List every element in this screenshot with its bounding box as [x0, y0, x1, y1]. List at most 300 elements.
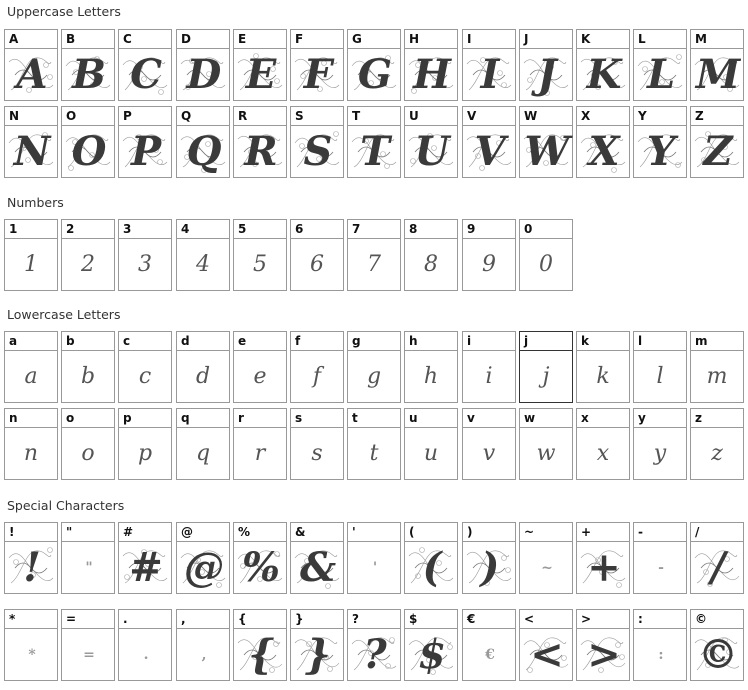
- glyph-cell[interactable]: [633, 408, 687, 480]
- glyph-key-label: R: [234, 107, 286, 126]
- glyph-cell[interactable]: [61, 331, 115, 403]
- glyph-cell[interactable]: [462, 106, 516, 178]
- glyph-preview: [348, 50, 400, 100]
- glyph-preview-char: x: [596, 441, 610, 466]
- glyph-cell[interactable]: [61, 609, 115, 681]
- glyph-cell[interactable]: [290, 522, 344, 594]
- glyph-preview: [119, 240, 171, 290]
- glyph-preview-char: g: [366, 364, 382, 389]
- glyph-cell[interactable]: [519, 609, 573, 681]
- glyph-preview: [634, 127, 686, 177]
- glyph-key-label: 7: [348, 220, 400, 239]
- glyph-key-label: ~: [520, 523, 572, 542]
- glyph-key-label: p: [119, 409, 171, 428]
- glyph-preview: [348, 352, 400, 402]
- glyph-cell[interactable]: [233, 29, 287, 101]
- glyph-preview-char: .: [143, 647, 147, 663]
- glyph-cell[interactable]: [576, 106, 630, 178]
- glyph-preview-char: (: [422, 544, 440, 591]
- glyph-preview: [291, 352, 343, 402]
- glyph-cell[interactable]: [633, 522, 687, 594]
- glyph-cell[interactable]: [4, 219, 58, 291]
- glyph-preview: [691, 127, 743, 177]
- glyph-key-label: +: [577, 523, 629, 542]
- glyph-key-label: u: [405, 409, 457, 428]
- glyph-key-label: 8: [405, 220, 457, 239]
- glyph-key-label: q: [177, 409, 229, 428]
- glyph-cell[interactable]: [462, 29, 516, 101]
- glyph-cell[interactable]: [633, 106, 687, 178]
- glyph-preview-char: &: [299, 544, 335, 591]
- glyph-preview-char: S: [303, 128, 331, 175]
- glyph-preview-char: V: [474, 128, 504, 175]
- glyph-key-label: j: [520, 332, 572, 351]
- glyph-cell[interactable]: [176, 29, 230, 101]
- glyph-preview-char: C: [130, 51, 160, 98]
- glyph-preview: [463, 429, 515, 479]
- glyph-cell[interactable]: [404, 609, 458, 681]
- glyph-preview: [405, 240, 457, 290]
- glyph-preview: [520, 630, 572, 680]
- glyph-cell[interactable]: [633, 331, 687, 403]
- glyph-preview: [405, 50, 457, 100]
- glyph-preview-char: a: [24, 364, 38, 389]
- glyph-key-label: .: [119, 610, 171, 629]
- glyph-preview-char: O: [71, 128, 105, 175]
- glyph-preview: [520, 543, 572, 593]
- glyph-preview: [177, 50, 229, 100]
- glyph-preview: [405, 352, 457, 402]
- glyph-cell[interactable]: [576, 331, 630, 403]
- glyph-cell[interactable]: [233, 522, 287, 594]
- glyph-preview-char: R: [244, 128, 276, 175]
- glyph-cell[interactable]: [118, 331, 172, 403]
- glyph-key-label: G: [348, 30, 400, 49]
- glyph-key-label: K: [577, 30, 629, 49]
- glyph-cell[interactable]: [519, 522, 573, 594]
- glyph-key-label: ): [463, 523, 515, 542]
- glyph-cell[interactable]: [118, 408, 172, 480]
- glyph-preview: [234, 352, 286, 402]
- glyph-preview-char: f: [312, 364, 322, 389]
- glyph-cell[interactable]: [118, 609, 172, 681]
- glyph-preview: [348, 543, 400, 593]
- glyph-key-label: <: [520, 610, 572, 629]
- glyph-preview-char: 9: [482, 252, 496, 277]
- glyph-preview: [691, 630, 743, 680]
- glyph-key-label: s: [291, 409, 343, 428]
- glyph-preview-char: t: [369, 441, 379, 466]
- glyph-cell[interactable]: [690, 522, 744, 594]
- section-title-special: Special Characters: [7, 498, 125, 513]
- glyph-cell[interactable]: [233, 219, 287, 291]
- glyph-preview: [405, 127, 457, 177]
- glyph-key-label: P: [119, 107, 171, 126]
- glyph-cell[interactable]: [290, 106, 344, 178]
- glyph-preview-char: 0: [539, 252, 553, 277]
- glyph-preview-char: s: [311, 441, 323, 466]
- glyph-preview-char: 3: [138, 252, 152, 277]
- glyph-preview: [291, 127, 343, 177]
- glyph-preview: [234, 127, 286, 177]
- glyph-preview-char: ~: [541, 560, 551, 576]
- glyph-key-label: k: [577, 332, 629, 351]
- glyph-preview-char: m: [706, 364, 728, 389]
- glyph-preview-char: -: [658, 560, 662, 576]
- glyph-preview: [577, 630, 629, 680]
- glyph-preview: [177, 352, 229, 402]
- glyph-cell[interactable]: [347, 408, 401, 480]
- glyph-key-label: d: [177, 332, 229, 351]
- glyph-preview-char: U: [414, 128, 448, 175]
- glyph-cell[interactable]: [4, 331, 58, 403]
- glyph-cell[interactable]: [690, 331, 744, 403]
- glyph-preview: [119, 127, 171, 177]
- glyph-key-label: Z: [691, 107, 743, 126]
- glyph-preview: [62, 630, 114, 680]
- glyph-key-label: -: [634, 523, 686, 542]
- glyph-preview: [62, 240, 114, 290]
- glyph-key-label: 9: [463, 220, 515, 239]
- glyph-preview-char: Y: [646, 128, 674, 175]
- glyph-preview-char: {: [248, 631, 272, 678]
- glyph-preview: [634, 429, 686, 479]
- glyph-key-label: H: [405, 30, 457, 49]
- glyph-preview-char: =: [83, 647, 93, 663]
- glyph-preview-char: d: [195, 364, 211, 389]
- glyph-cell[interactable]: [404, 522, 458, 594]
- glyph-preview-char: <: [530, 631, 562, 678]
- glyph-key-label: %: [234, 523, 286, 542]
- glyph-cell[interactable]: [347, 106, 401, 178]
- glyph-preview: [5, 543, 57, 593]
- glyph-key-label: g: [348, 332, 400, 351]
- glyph-preview-char: j: [542, 364, 550, 389]
- glyph-cell[interactable]: [404, 29, 458, 101]
- glyph-key-label: v: [463, 409, 515, 428]
- glyph-preview: [520, 429, 572, 479]
- glyph-cell[interactable]: [462, 609, 516, 681]
- glyph-preview-char: q: [195, 441, 211, 466]
- glyph-preview: [5, 429, 57, 479]
- glyph-cell[interactable]: [118, 522, 172, 594]
- glyph-key-label: Y: [634, 107, 686, 126]
- glyph-key-label: }: [291, 610, 343, 629]
- glyph-cell[interactable]: [176, 331, 230, 403]
- glyph-cell[interactable]: [690, 408, 744, 480]
- glyph-preview: [177, 543, 229, 593]
- glyph-key-label: m: [691, 332, 743, 351]
- glyph-key-label: f: [291, 332, 343, 351]
- glyph-preview: [234, 429, 286, 479]
- glyph-cell[interactable]: [61, 29, 115, 101]
- glyph-cell[interactable]: [4, 106, 58, 178]
- glyph-preview: [577, 127, 629, 177]
- glyph-preview: [177, 429, 229, 479]
- glyph-cell[interactable]: [576, 29, 630, 101]
- glyph-key-label: (: [405, 523, 457, 542]
- glyph-key-label: E: [234, 30, 286, 49]
- glyph-preview-char: W: [524, 128, 568, 175]
- glyph-cell[interactable]: [233, 106, 287, 178]
- glyph-key-label: o: [62, 409, 114, 428]
- glyph-preview: [177, 240, 229, 290]
- glyph-preview-char: #: [129, 544, 161, 591]
- glyph-preview: [463, 127, 515, 177]
- glyph-key-label: l: [634, 332, 686, 351]
- glyph-cell[interactable]: [233, 408, 287, 480]
- glyph-cell[interactable]: [176, 522, 230, 594]
- glyph-key-label: y: [634, 409, 686, 428]
- glyph-cell[interactable]: [61, 522, 115, 594]
- glyph-key-label: ": [62, 523, 114, 542]
- section-title-uppercase: Uppercase Letters: [7, 4, 121, 19]
- glyph-preview-char: e: [253, 364, 267, 389]
- glyph-preview: [577, 543, 629, 593]
- glyph-cell[interactable]: [118, 219, 172, 291]
- glyph-preview: [119, 543, 171, 593]
- glyph-cell[interactable]: [347, 219, 401, 291]
- glyph-preview: [234, 50, 286, 100]
- glyph-key-label: J: [520, 30, 572, 49]
- glyph-preview-char: }: [305, 631, 329, 678]
- glyph-preview-char: ": [85, 560, 91, 576]
- glyph-preview: [62, 429, 114, 479]
- glyph-preview: [577, 352, 629, 402]
- glyph-preview-char: h: [423, 364, 439, 389]
- glyph-preview: [463, 240, 515, 290]
- glyph-key-label: 1: [5, 220, 57, 239]
- glyph-preview: [405, 543, 457, 593]
- glyph-preview: [405, 630, 457, 680]
- glyph-key-label: n: [5, 409, 57, 428]
- glyph-cell[interactable]: [61, 408, 115, 480]
- glyph-preview-char: v: [482, 441, 496, 466]
- glyph-cell[interactable]: [61, 219, 115, 291]
- glyph-preview: [463, 50, 515, 100]
- glyph-preview: [463, 543, 515, 593]
- glyph-preview: [405, 429, 457, 479]
- glyph-cell[interactable]: [347, 29, 401, 101]
- glyph-cell[interactable]: [462, 219, 516, 291]
- glyph-preview: [520, 352, 572, 402]
- glyph-preview-char: ): [480, 544, 498, 591]
- glyph-key-label: Q: [177, 107, 229, 126]
- glyph-preview-char: n: [23, 441, 39, 466]
- glyph-preview-char: k: [596, 364, 610, 389]
- glyph-key-label: a: [5, 332, 57, 351]
- glyph-key-label: O: [62, 107, 114, 126]
- glyph-cell[interactable]: [61, 106, 115, 178]
- section-title-lowercase: Lowercase Letters: [7, 307, 121, 322]
- glyph-cell[interactable]: [290, 29, 344, 101]
- glyph-cell[interactable]: [347, 331, 401, 403]
- glyph-key-label: 6: [291, 220, 343, 239]
- glyph-preview-char: >: [587, 631, 619, 678]
- glyph-cell[interactable]: [347, 609, 401, 681]
- glyph-key-label: €: [463, 610, 515, 629]
- glyph-cell[interactable]: [462, 522, 516, 594]
- glyph-cell[interactable]: [233, 331, 287, 403]
- glyph-cell[interactable]: [519, 331, 573, 403]
- glyph-cell[interactable]: [404, 331, 458, 403]
- glyph-preview-char: 7: [367, 252, 381, 277]
- glyph-preview: [119, 630, 171, 680]
- glyph-preview-char: D: [186, 51, 220, 98]
- glyph-preview-char: 2: [81, 252, 95, 277]
- glyph-preview-char: I: [480, 51, 498, 98]
- glyph-cell[interactable]: [176, 219, 230, 291]
- glyph-key-label: =: [62, 610, 114, 629]
- glyph-preview: [234, 240, 286, 290]
- glyph-cell[interactable]: [4, 522, 58, 594]
- glyph-cell[interactable]: [290, 408, 344, 480]
- glyph-cell[interactable]: [633, 609, 687, 681]
- glyph-preview-char: 4: [196, 252, 210, 277]
- glyph-preview: [119, 429, 171, 479]
- glyph-preview: [634, 352, 686, 402]
- glyph-cell[interactable]: [176, 408, 230, 480]
- glyph-preview: [119, 50, 171, 100]
- glyph-key-label: B: [62, 30, 114, 49]
- glyph-key-label: D: [177, 30, 229, 49]
- glyph-preview-char: b: [80, 364, 96, 389]
- glyph-preview: [520, 50, 572, 100]
- glyph-preview-char: P: [130, 128, 160, 175]
- glyph-preview-char: i: [485, 364, 493, 389]
- glyph-cell[interactable]: [519, 29, 573, 101]
- glyph-preview-char: €: [485, 647, 493, 663]
- glyph-cell[interactable]: [4, 408, 58, 480]
- glyph-preview-char: T: [360, 128, 388, 175]
- glyph-preview: [463, 352, 515, 402]
- glyph-cell[interactable]: [176, 106, 230, 178]
- glyph-key-label: L: [634, 30, 686, 49]
- glyph-key-label: 4: [177, 220, 229, 239]
- glyph-preview-char: u: [423, 441, 439, 466]
- glyph-preview-char: A: [16, 51, 46, 98]
- glyph-preview: [291, 429, 343, 479]
- glyph-cell[interactable]: [404, 408, 458, 480]
- glyph-cell[interactable]: [462, 408, 516, 480]
- glyph-preview-char: J: [537, 51, 555, 98]
- glyph-preview-char: 1: [24, 252, 38, 277]
- glyph-preview: [291, 50, 343, 100]
- glyph-key-label: #: [119, 523, 171, 542]
- glyph-cell[interactable]: [576, 408, 630, 480]
- glyph-preview: [177, 127, 229, 177]
- glyph-cell[interactable]: [690, 29, 744, 101]
- glyph-key-label: t: [348, 409, 400, 428]
- glyph-preview-char: o: [81, 441, 95, 466]
- glyph-preview-char: ?: [363, 631, 385, 678]
- glyph-cell[interactable]: [462, 331, 516, 403]
- glyph-cell[interactable]: [519, 219, 573, 291]
- glyph-cell[interactable]: [576, 609, 630, 681]
- glyph-preview-char: B: [72, 51, 104, 98]
- glyph-preview-char: K: [586, 51, 620, 98]
- glyph-preview: [5, 352, 57, 402]
- glyph-preview: [691, 352, 743, 402]
- glyph-preview-char: L: [646, 51, 674, 98]
- glyph-cell[interactable]: [233, 609, 287, 681]
- glyph-key-label: b: [62, 332, 114, 351]
- glyph-key-label: *: [5, 610, 57, 629]
- glyph-cell[interactable]: [633, 29, 687, 101]
- glyph-cell[interactable]: [576, 522, 630, 594]
- glyph-preview-char: p: [137, 441, 153, 466]
- glyph-preview: [62, 543, 114, 593]
- glyph-cell[interactable]: [347, 522, 401, 594]
- glyph-preview-char: M: [695, 51, 739, 98]
- glyph-cell[interactable]: [404, 106, 458, 178]
- glyph-cell[interactable]: [176, 609, 230, 681]
- glyph-preview-char: X: [588, 128, 618, 175]
- glyph-preview: [234, 630, 286, 680]
- glyph-preview: [348, 630, 400, 680]
- glyph-cell[interactable]: [404, 219, 458, 291]
- glyph-key-label: &: [291, 523, 343, 542]
- glyph-key-label: >: [577, 610, 629, 629]
- glyph-preview-char: Q: [186, 128, 220, 175]
- glyph-cell[interactable]: [290, 331, 344, 403]
- glyph-preview: [62, 352, 114, 402]
- glyph-preview-char: r: [254, 441, 266, 466]
- glyph-preview: [577, 429, 629, 479]
- glyph-cell[interactable]: [290, 219, 344, 291]
- glyph-key-label: c: [119, 332, 171, 351]
- glyph-preview-char: @: [184, 544, 222, 591]
- glyph-key-label: e: [234, 332, 286, 351]
- glyph-cell[interactable]: [690, 106, 744, 178]
- glyph-preview: [348, 429, 400, 479]
- glyph-cell[interactable]: [519, 106, 573, 178]
- glyph-preview: [634, 50, 686, 100]
- glyph-cell[interactable]: [690, 609, 744, 681]
- glyph-cell[interactable]: [118, 29, 172, 101]
- glyph-key-label: x: [577, 409, 629, 428]
- glyph-key-label: F: [291, 30, 343, 49]
- glyph-preview-char: 6: [310, 252, 324, 277]
- glyph-key-label: V: [463, 107, 515, 126]
- glyph-preview: [634, 630, 686, 680]
- section-title-numbers: Numbers: [7, 195, 64, 210]
- glyph-preview: [5, 630, 57, 680]
- glyph-preview-char: G: [357, 51, 391, 98]
- glyph-key-label: ©: [691, 610, 743, 629]
- glyph-preview-char: ': [372, 560, 376, 576]
- glyph-preview-char: +: [587, 544, 619, 591]
- glyph-cell[interactable]: [519, 408, 573, 480]
- glyph-preview: [634, 543, 686, 593]
- glyph-cell[interactable]: [4, 609, 58, 681]
- glyph-cell[interactable]: [4, 29, 58, 101]
- glyph-cell[interactable]: [118, 106, 172, 178]
- glyph-preview: [62, 50, 114, 100]
- glyph-key-label: ?: [348, 610, 400, 629]
- glyph-preview-char: z: [711, 441, 723, 466]
- glyph-preview: [177, 630, 229, 680]
- glyph-preview-char: /: [710, 544, 724, 591]
- glyph-preview: [577, 50, 629, 100]
- glyph-preview-char: 5: [253, 252, 267, 277]
- glyph-key-label: @: [177, 523, 229, 542]
- glyph-key-label: z: [691, 409, 743, 428]
- glyph-cell[interactable]: [290, 609, 344, 681]
- glyph-key-label: w: [520, 409, 572, 428]
- glyph-key-label: $: [405, 610, 457, 629]
- glyph-preview: [119, 352, 171, 402]
